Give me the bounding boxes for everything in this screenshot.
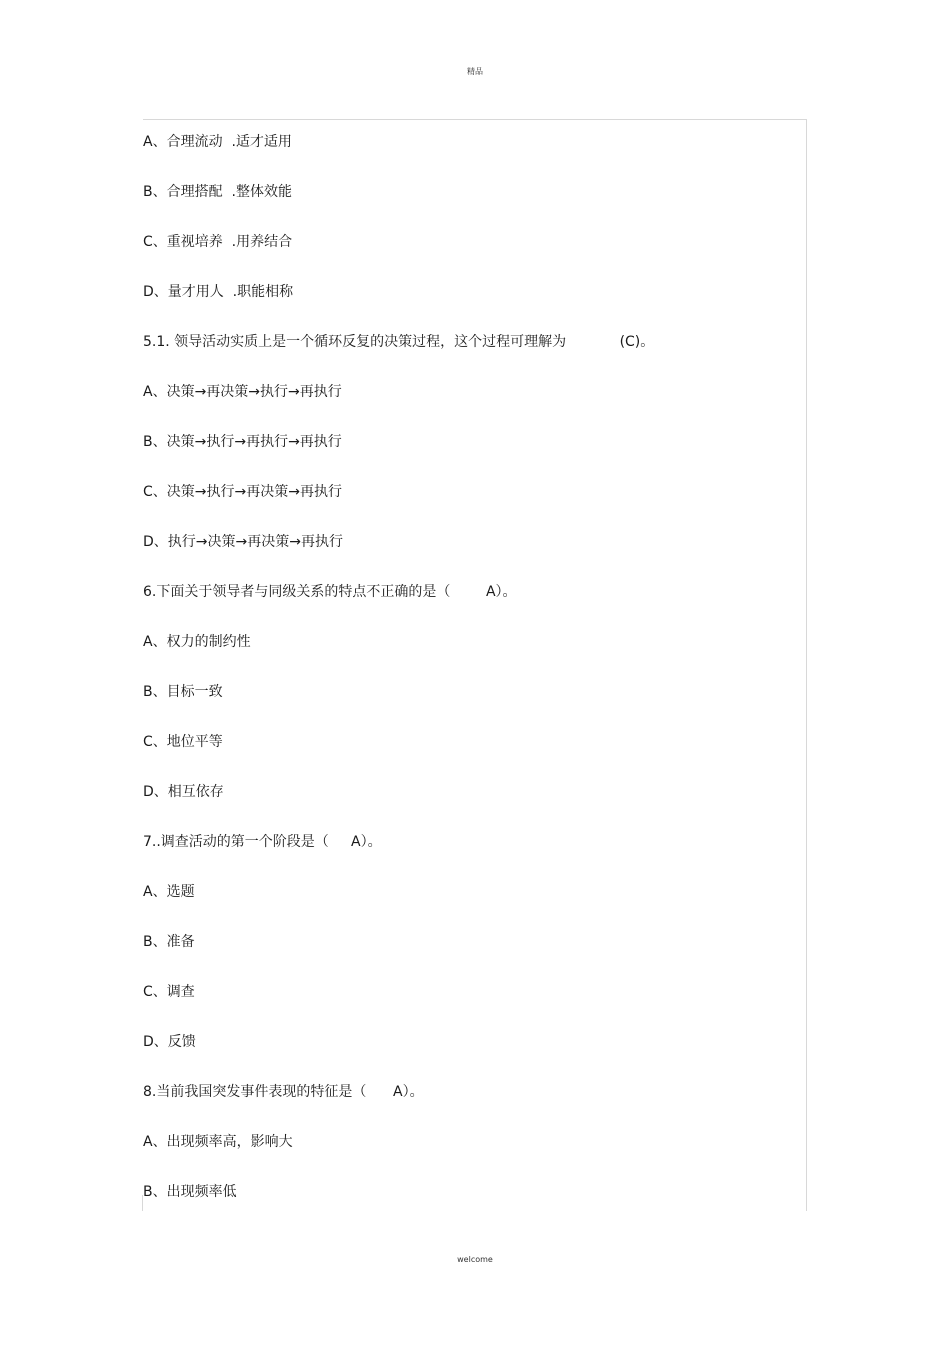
option-line: C、决策→执行→再决策→再执行 [143, 484, 342, 500]
option-line: D、反馈 [143, 1034, 196, 1050]
option-line: B、出现频率低 [143, 1184, 237, 1200]
question-line: 6.下面关于领导者与同级关系的特点不正确的是（ A）。 [143, 584, 517, 600]
option-line: A、合理流动 .适才适用 [143, 134, 292, 150]
option-line: D、相互依存 [143, 784, 224, 800]
page-header: 精品 [467, 67, 483, 76]
option-line: B、准备 [143, 934, 195, 950]
option-line: A、选题 [143, 884, 195, 900]
question-line: 8.当前我国突发事件表现的特征是（ A）。 [143, 1084, 424, 1100]
page-footer: welcome [457, 1255, 493, 1264]
option-line: A、出现频率高，影响大 [143, 1134, 293, 1150]
option-line: A、权力的制约性 [143, 634, 251, 650]
option-line: D、执行→决策→再决策→再执行 [143, 534, 343, 550]
option-line: B、决策→执行→再执行→再执行 [143, 434, 342, 450]
document-body [143, 131, 803, 1231]
question-line: 5.1. 领导活动实质上是一个循环反复的决策过程，这个过程可理解为 (C)。 [143, 334, 655, 350]
frame-right-border [806, 119, 807, 1211]
option-line: B、目标一致 [143, 684, 223, 700]
option-line: B、合理搭配 .整体效能 [143, 184, 292, 200]
option-line: C、重视培养 .用养结合 [143, 234, 293, 250]
option-line: C、地位平等 [143, 734, 223, 750]
frame-top-border [143, 119, 807, 120]
option-line: C、调查 [143, 984, 195, 1000]
question-line: 7..调查活动的第一个阶段是（ A）。 [143, 834, 382, 850]
option-line: A、决策→再决策→执行→再执行 [143, 384, 342, 400]
option-line: D、量才用人 .职能相称 [143, 284, 294, 300]
